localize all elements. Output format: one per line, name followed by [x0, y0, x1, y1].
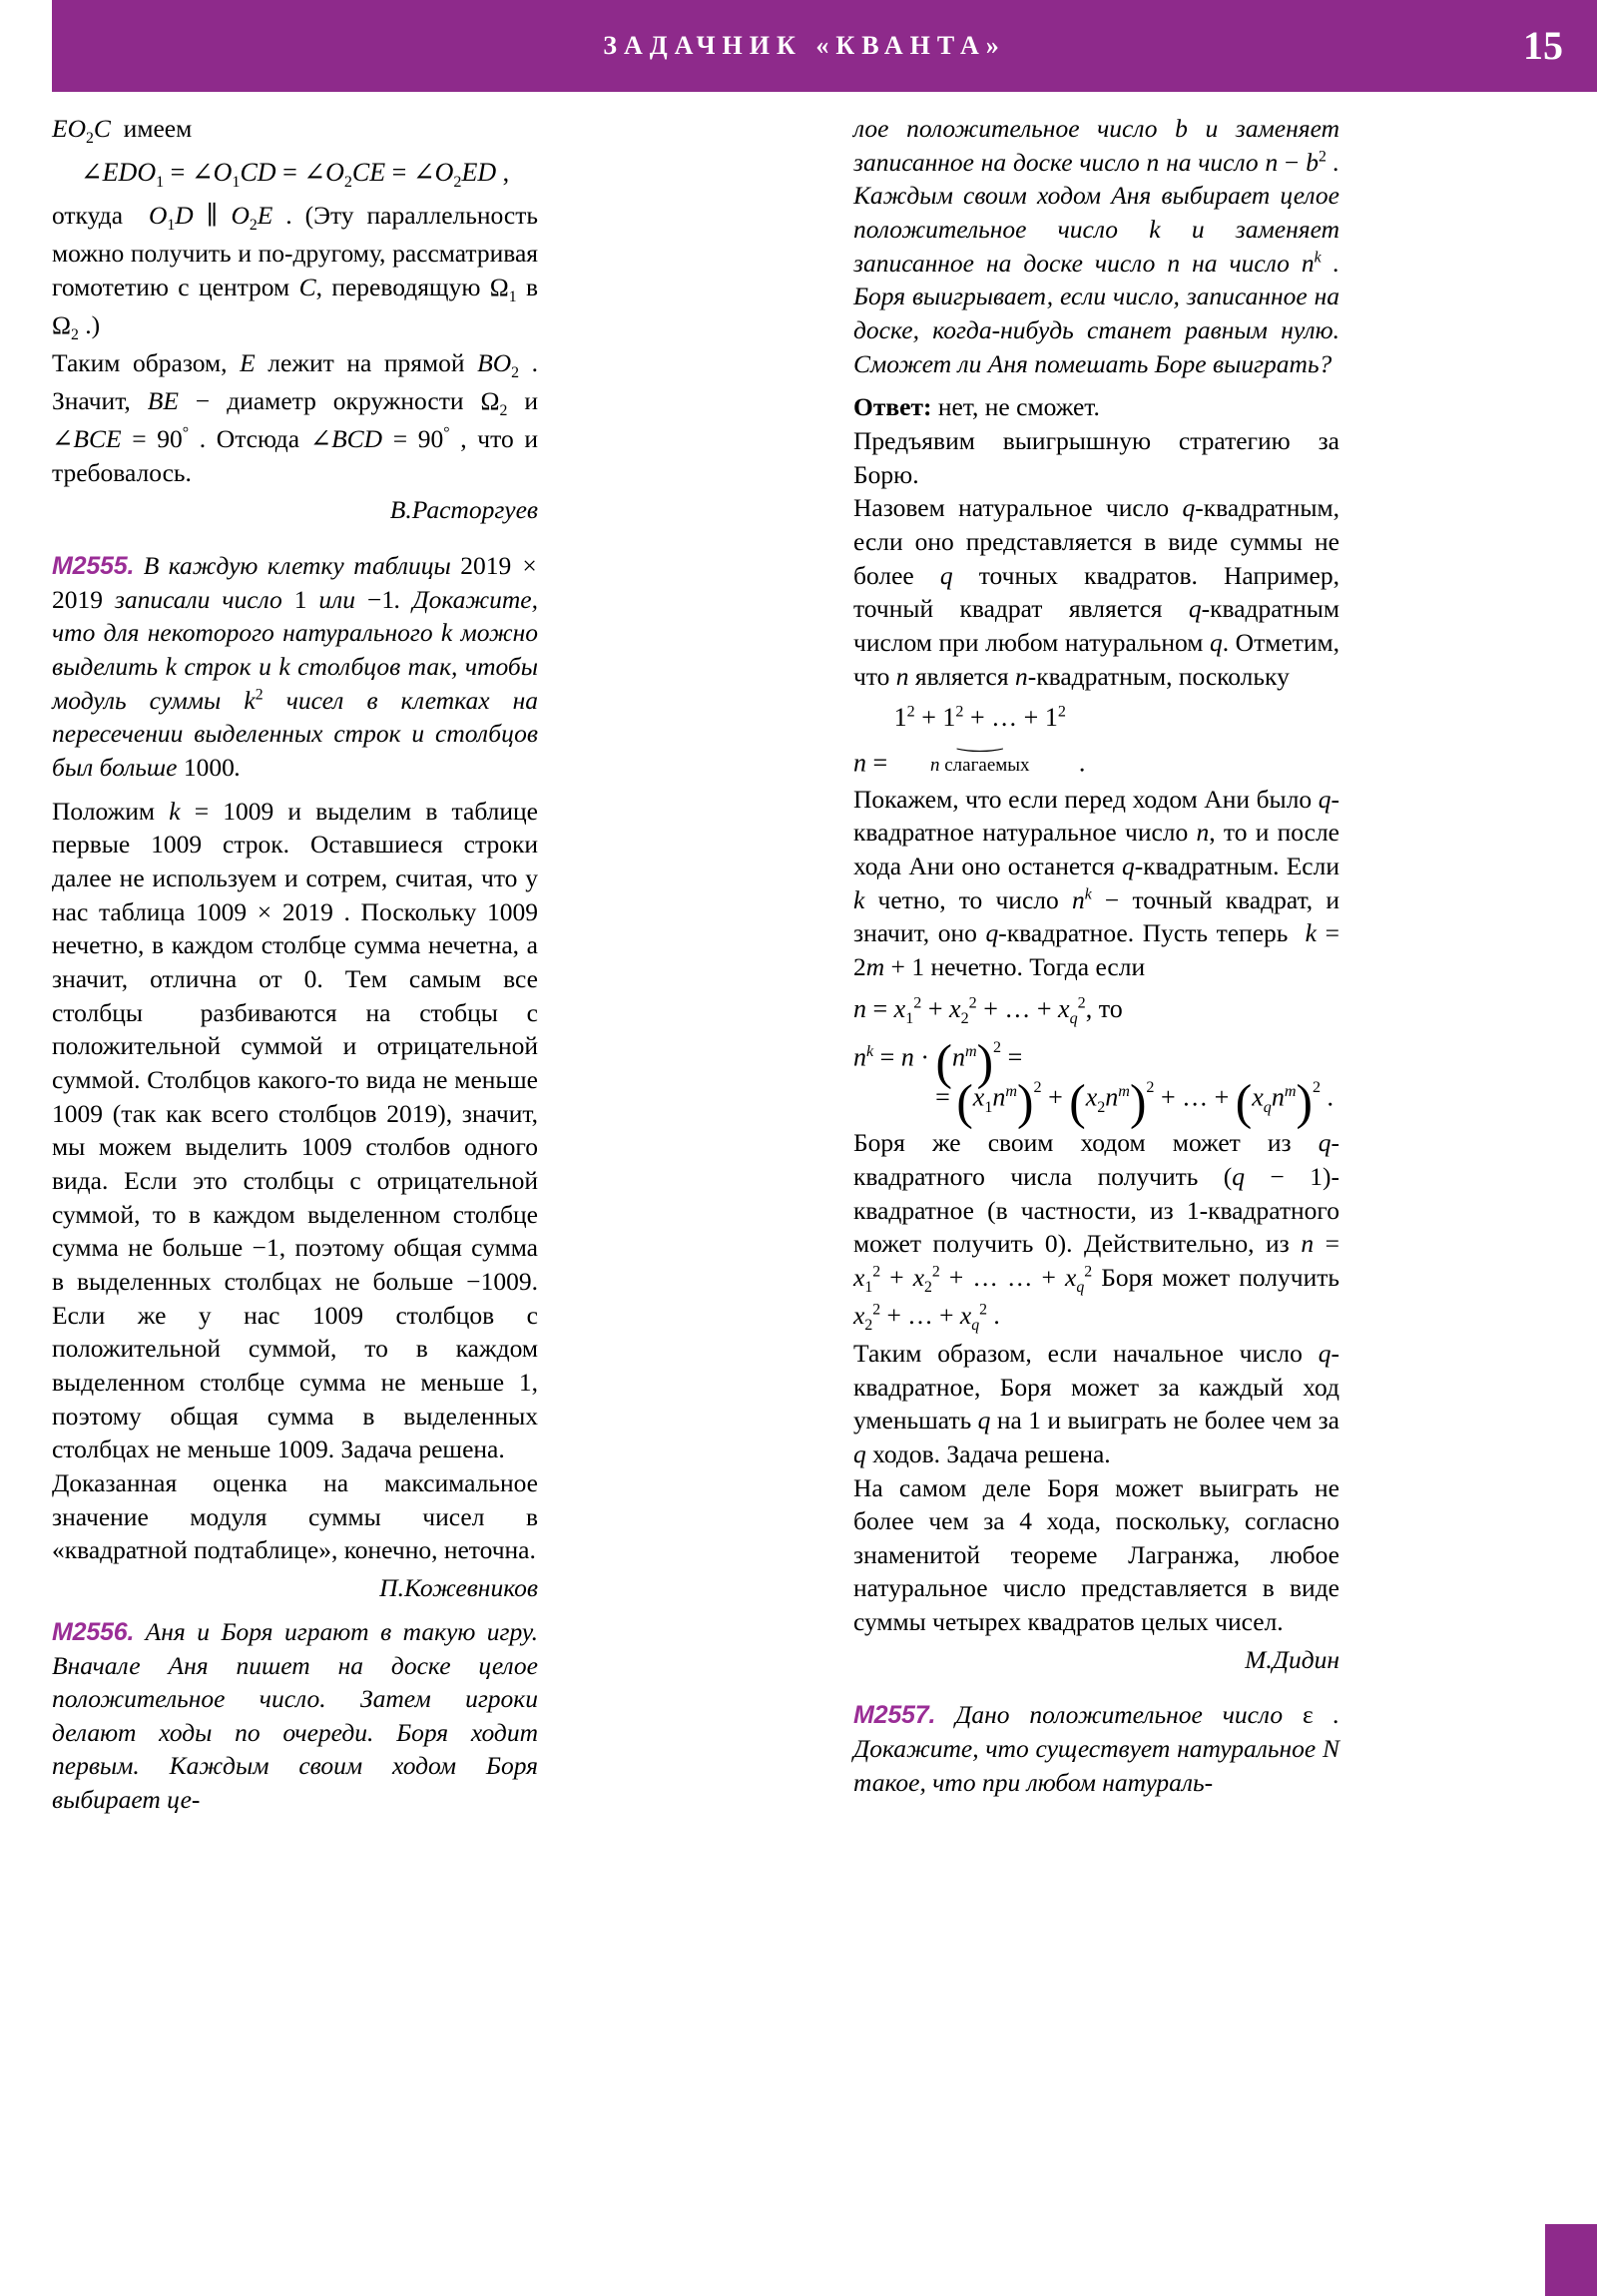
- spacer: [52, 785, 538, 795]
- spacer: [853, 1676, 1339, 1698]
- solution-paragraph-1: Предъявим выигрышную стратегию за Борю.: [853, 425, 1339, 489]
- solution-paragraph-6: На самом деле Боря может выиграть не более чем за 4 хода, поскольку, согласно знаменитой теореме Лагранжа, любое натуральное число представляется в виде суммы четырех квадратов целых чисел.: [853, 1472, 1339, 1637]
- solution-paragraph-5: Таким образом, если начальное число q-квадратное, Боря может за каждый ход уменьшать q на 1 и выиграть не более чем за q ходов. Задача решена.: [853, 1338, 1339, 1468]
- right-column: [853, 112, 1339, 1800]
- problem-2555-text: В каждую клетку таблицы 2019 × 2019 записали число 1 или −1. Докажите, что для некоторого натурального k можно выделить k строк и k столбцов так, чтобы модуль суммы $k^2$ чисел в клетках на пересечении выделенных строк и столбцов был больше 1000.: [52, 550, 538, 783]
- problem-2557-number: M2557.: [853, 1701, 936, 1730]
- equation-nk-expand-line1: $n^k = n \cdot (n^m)^2$ =: [853, 1034, 1023, 1090]
- answer-line: [853, 390, 1339, 424]
- problem-2556-number: M2556.: [52, 1617, 135, 1646]
- continuation-paragraph-1: откуда $O_1D$ ∥ $O_2E$ . (Эту параллельность можно получить и по-другому, рассматривая гомотетию с центром C, переводящую $\Omega_1$ в $\Omega_2$ .): [52, 201, 539, 344]
- problem-2555-number: M2555.: [52, 551, 135, 580]
- author-kozhevnikov: П.Кожевников: [379, 1572, 538, 1602]
- page-header-band: [52, 0, 1597, 92]
- author-rastorguev: В.Расторгуев: [389, 495, 538, 525]
- equation-n-as-sum-of-squares: $n = x_1^2 + x_2^2$ + … + $x_q^2$, то: [853, 993, 1123, 1027]
- continuation-line1: $EO_2C$ имеем: [52, 114, 193, 148]
- continuation-paragraph-2: Таким образом, E лежит на прямой $BO_2$ . Значит, BE − диаметр окружности $\Omega_2$ и ∠BCE = 90° . Отсюда ∠BCD = 90° , что и требовалось.: [52, 347, 539, 487]
- solution-paragraph-4: Боря же своим ходом может из q-квадратного числа получить (q − 1)-квадратное (в частности, из 1-квадратного может получить 0). Действительно, из $n = x_1^2 + x_2^2$ + … … + $x_q^2$ Боря может получить $x_2^2$ + … + $x_q^2$ .: [853, 1128, 1340, 1335]
- problem-2555-solution-paragraph-2: Доказанная оценка на максимальное значение модуля суммы чисел в «квадратной подтаблице», конечно, неточна.: [52, 1467, 538, 1565]
- problem-2555-solution-paragraph-1: Положим k = 1009 и выделим в таблице первые 1009 строк. Оставшиеся строки далее не используем и сотрем, считая, что у нас таблица 1009 × 2019 . Поскольку 1009 нечетно, в каждом столбце сумма нечетна, а значит, отлична от 0. Тем самым все столбцы разбиваются на стобцы с положительной суммой и отрицательной суммой. Столбцов какого-то вида не меньше 1009 (так как всего столбцов 2019), значит, мы можем выделить 1009 столбов одного вида. Если это столбцы с отрицательной суммой, то в каждом выделенном столбце сумма не больше −1, поэтому общая сумма в выделенных столбцах не больше −1009. Если же у нас 1009 столбцов с положительной суммой, то в каждом выделенном столбце сумма не меньше 1, поэтому общая сумма в выделенных столбцах не меньше 1009. Задача решена.: [52, 796, 539, 1464]
- problem-2556-text-part1: Аня и Боря играют в такую игру. Вначале Аня пишет на доске целое положительное число. Затем игроки делают ходы по очереди. Боря ходит первым. Каждым своим ходом Боря выбирает це-: [52, 1616, 539, 1815]
- problem-2556-statement: [52, 1615, 538, 1817]
- answer-value: нет, не сможет.: [937, 392, 1100, 422]
- underbrace-group: $1^2 + 1^2$ + … + $1^2$ ⏝ n слагаемых: [894, 701, 1066, 778]
- equation-n-sum-of-ones: n = $1^2 + 1^2$ + … + $1^2$ ⏝ n слагаемых .: [853, 701, 1339, 781]
- equation-angles: $\angle EDO_1$ = $\angle O_1CD$ = $\angle O_2CE$ = $\angle O_2ED$ ,: [80, 157, 510, 192]
- underbrace-label: n слагаемых: [930, 755, 1030, 777]
- solution-paragraph-3: Покажем, что если перед ходом Ани было q-квадратное натуральное число n, то и после хода Ани оно останется q-квадратным. Если k четно, то число $n^k$ − точный квадрат, и значит, оно q-квадратное. Пусть теперь k = 2m + 1 нечетно. Тогда если: [853, 784, 1339, 982]
- answer-label: Ответ:: [853, 392, 932, 422]
- spacer: [52, 527, 538, 549]
- page-corner-marker: [1545, 2224, 1597, 2296]
- problem-2556-statement-continued: лое положительное число b и заменяет записанное на доске число n на число $n - b^2$ . Каждым своим ходом Аня выбирает целое положительное число k и заменяет записанное на доске число n на число $n^k$ . Боря выигрывает, если число, записанное на доске, когда-нибудь станет равным нулю. Сможет ли Аня помешать Боре выиграть?: [853, 114, 1340, 378]
- author-didin: М.Дидин: [1245, 1644, 1339, 1674]
- problem-2557-statement: [853, 1698, 1339, 1799]
- underbrace-icon: ⏝: [956, 732, 1004, 752]
- math-eo2c: $EO_2C$: [52, 114, 111, 148]
- problem-2555-statement: [52, 549, 538, 785]
- spacer: [52, 1605, 538, 1615]
- problem-2557-text: Дано положительное число ε . Докажите, что существует натуральное N такое, что при любом натураль-: [853, 1700, 1340, 1798]
- spacer: [853, 380, 1339, 390]
- page-number: 15: [1523, 23, 1563, 68]
- left-column: [52, 112, 538, 1817]
- solution-paragraph-2: Назовем натуральное число q-квадратным, если оно представляется в виде суммы не более q точных квадратов. Например, точный квадрат является q-квадратным числом при любом натуральном q. Отметим, что n является n-квадратным, поскольку: [853, 493, 1340, 691]
- equation-nk-expand-line2: = $(x_1n^m)^2 + (x_2n^m)^2$ + … + $(x_qn^m)^2$ .: [935, 1074, 1333, 1130]
- page-title: ЗАДАЧНИК «КВАНТА»: [603, 31, 1006, 60]
